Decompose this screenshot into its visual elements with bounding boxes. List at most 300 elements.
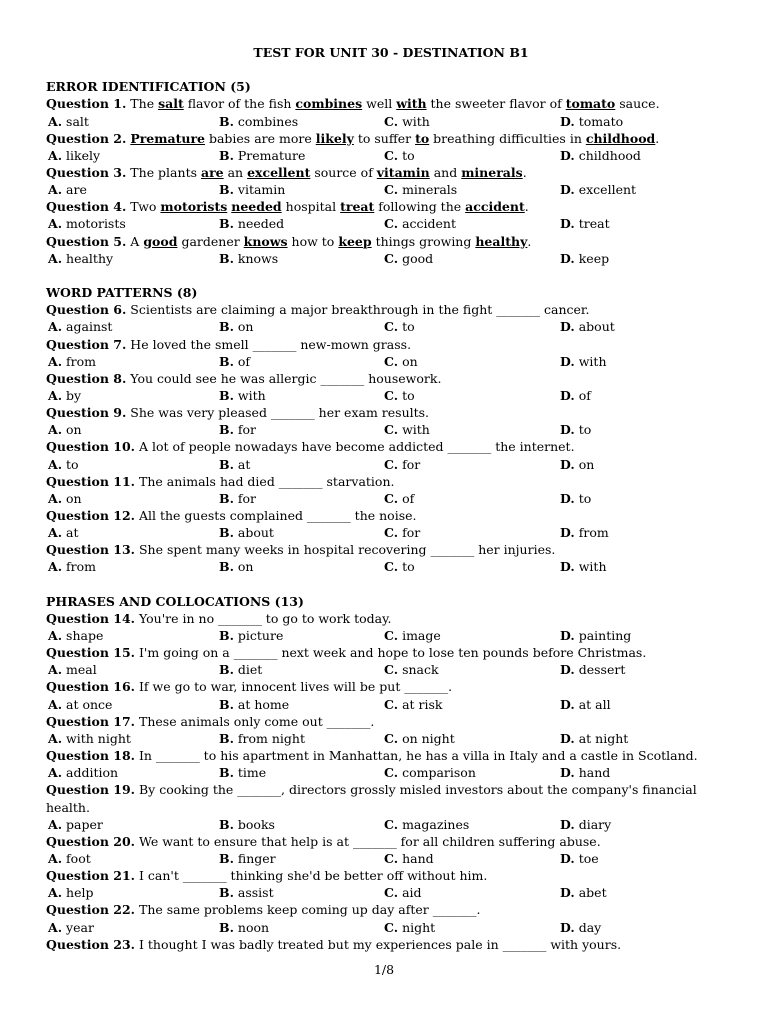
answer-option-a <box>48 113 89 130</box>
option-letter: B. <box>219 885 234 901</box>
answer-option-b <box>219 764 266 781</box>
option-letter: B. <box>219 850 234 866</box>
option-text: on night <box>398 730 455 746</box>
question-stem <box>46 781 736 815</box>
underlined-word: with <box>396 96 427 112</box>
answer-option-d <box>560 764 610 781</box>
answer-option-b <box>219 421 256 438</box>
option-text: minerals <box>398 182 458 198</box>
answer-options <box>46 387 736 404</box>
answer-options <box>46 250 736 267</box>
option-text: childhood <box>574 147 641 163</box>
answer-option-a <box>48 215 126 232</box>
option-text: at <box>62 525 79 541</box>
answer-option-b <box>219 113 298 130</box>
option-text: from <box>574 525 609 541</box>
answer-options <box>46 627 736 644</box>
answer-option-c <box>384 850 434 867</box>
question-stem <box>46 936 736 953</box>
answer-option-b <box>219 919 269 936</box>
option-letter: C. <box>384 628 399 644</box>
answer-option-d <box>560 181 636 198</box>
option-text: about <box>233 525 274 541</box>
question-text: These animals only come out _______. <box>135 713 375 729</box>
question-text: . <box>655 130 660 146</box>
answer-option-d <box>560 318 615 335</box>
option-text: keep <box>574 250 610 266</box>
option-letter: C. <box>384 113 399 129</box>
answer-options <box>46 558 736 575</box>
answer-option-a <box>48 558 96 575</box>
answer-option-a <box>48 816 103 833</box>
answer-option-c <box>384 215 456 232</box>
answer-option-c <box>384 147 415 164</box>
option-text: magazines <box>398 816 470 832</box>
option-letter: D. <box>560 559 575 575</box>
answer-option-b <box>219 696 289 713</box>
option-text: diet <box>233 662 263 678</box>
option-text: toe <box>574 850 599 866</box>
question-text: Two <box>126 199 161 215</box>
section-heading: WORD PATTERNS (8) <box>46 285 198 301</box>
question-number: Question 1. <box>46 96 127 112</box>
answer-option-c <box>384 421 430 438</box>
answer-options <box>46 661 736 678</box>
option-letter: B. <box>219 919 234 935</box>
answer-option-a <box>48 919 94 936</box>
answer-option-c <box>384 558 415 575</box>
section-spacer <box>46 61 736 78</box>
question-text: to suffer <box>353 130 416 146</box>
question-stem <box>46 507 736 524</box>
answer-option-b <box>219 850 276 867</box>
option-letter: D. <box>560 319 575 335</box>
option-letter: C. <box>384 850 399 866</box>
question-stem <box>46 473 736 490</box>
question-number: Question 10. <box>46 439 136 455</box>
option-text: at once <box>62 696 113 712</box>
answer-option-c <box>384 181 457 198</box>
option-letter: C. <box>384 319 399 335</box>
question-stem <box>46 867 736 884</box>
question-number: Question 22. <box>46 902 136 918</box>
option-text: to <box>398 319 415 335</box>
answer-option-b <box>219 215 284 232</box>
option-text: year <box>62 919 94 935</box>
answer-options <box>46 353 736 370</box>
underlined-word: childhood <box>585 130 656 146</box>
option-text: at <box>233 456 251 472</box>
option-letter: C. <box>384 490 399 506</box>
option-text: salt <box>62 113 89 129</box>
underlined-word: needed <box>231 199 282 215</box>
option-letter: D. <box>560 422 575 438</box>
sections-container <box>46 61 736 953</box>
question-number: Question 6. <box>46 302 127 318</box>
section-spacer <box>46 576 736 593</box>
option-letter: B. <box>219 250 234 266</box>
option-letter: C. <box>384 456 399 472</box>
option-letter: D. <box>560 490 575 506</box>
option-text: treat <box>574 216 610 232</box>
option-letter: C. <box>384 919 399 935</box>
question-text: The <box>126 96 159 112</box>
answer-option-d <box>560 147 641 164</box>
option-letter: A. <box>48 816 63 832</box>
answer-option-b <box>219 318 253 335</box>
option-letter: B. <box>219 147 234 163</box>
option-text: for <box>233 490 257 506</box>
answer-options <box>46 884 736 901</box>
option-text: with <box>574 559 607 575</box>
section-spacer <box>46 267 736 284</box>
option-letter: B. <box>219 696 234 712</box>
question-number: Question 3. <box>46 165 127 181</box>
option-letter: A. <box>48 216 63 232</box>
option-letter: B. <box>219 182 234 198</box>
option-text: from <box>62 353 97 369</box>
answer-option-a <box>48 730 131 747</box>
option-text: for <box>233 422 257 438</box>
answer-options <box>46 490 736 507</box>
question-stem <box>46 713 736 730</box>
option-text: image <box>398 628 441 644</box>
underlined-word: likely <box>315 130 354 146</box>
question-text: By cooking the _______, directors grossly misled investors about the company's financial health. <box>46 782 697 815</box>
option-text: on <box>62 490 82 506</box>
underlined-word: are <box>200 165 224 181</box>
option-text: snack <box>398 662 439 678</box>
option-text: time <box>233 765 267 781</box>
option-text: hand <box>574 765 611 781</box>
option-text: finger <box>233 850 276 866</box>
option-letter: C. <box>384 422 399 438</box>
question-text: A lot of people nowadays have become addicted _______ the internet. <box>135 439 575 455</box>
underlined-word: healthy <box>475 233 528 249</box>
answer-option-d <box>560 730 628 747</box>
answer-option-d <box>560 850 599 867</box>
option-letter: C. <box>384 559 399 575</box>
answer-option-c <box>384 113 430 130</box>
option-text: good <box>398 250 434 266</box>
option-text: painting <box>574 628 632 644</box>
underlined-word: treat <box>340 199 375 215</box>
question-text: gardener <box>177 233 244 249</box>
option-text: at risk <box>398 696 443 712</box>
option-letter: A. <box>48 490 63 506</box>
question-stem <box>46 198 736 215</box>
underlined-word: vitamin <box>376 165 430 181</box>
question-number: Question 4. <box>46 199 127 215</box>
question-text: following the <box>374 199 466 215</box>
answer-option-a <box>48 456 79 473</box>
question-text: The animals had died _______ starvation. <box>135 473 395 489</box>
question-stem <box>46 610 736 627</box>
underlined-word: Premature <box>130 130 205 146</box>
question-text: well <box>362 96 397 112</box>
option-letter: A. <box>48 387 63 403</box>
option-text: to <box>398 559 415 575</box>
answer-option-c <box>384 730 455 747</box>
option-text: on <box>62 422 82 438</box>
question-text: You're in no _______ to go to work today. <box>135 610 392 626</box>
question-text: I thought I was badly treated but my experiences pale in _______ with yours. <box>135 936 622 952</box>
option-text: with night <box>62 730 131 746</box>
answer-option-c <box>384 353 418 370</box>
question-text: . <box>524 199 529 215</box>
option-text: likely <box>62 147 101 163</box>
answer-options <box>46 816 736 833</box>
question-stem <box>46 130 736 147</box>
option-letter: A. <box>48 182 63 198</box>
question-text: The same problems keep coming up day after _______. <box>135 902 481 918</box>
answer-options <box>46 456 736 473</box>
option-text: foot <box>62 850 91 866</box>
answer-option-b <box>219 456 250 473</box>
option-text: from night <box>233 730 305 746</box>
option-letter: B. <box>219 662 234 678</box>
answer-option-d <box>560 558 607 575</box>
question-number: Question 8. <box>46 370 127 386</box>
option-letter: D. <box>560 250 575 266</box>
question-text: breathing difficulties in <box>429 130 586 146</box>
underlined-word: excellent <box>247 165 311 181</box>
answer-option-b <box>219 250 278 267</box>
option-text: with <box>398 422 430 438</box>
option-letter: C. <box>384 387 399 403</box>
question-text: sauce. <box>615 96 660 112</box>
answer-option-d <box>560 816 611 833</box>
question-number: Question 23. <box>46 936 136 952</box>
underlined-word: tomato <box>565 96 616 112</box>
option-text: books <box>233 816 275 832</box>
question-text: A <box>126 233 144 249</box>
option-text: at home <box>233 696 290 712</box>
answer-option-b <box>219 387 266 404</box>
answer-option-b <box>219 884 274 901</box>
option-text: with <box>233 387 266 403</box>
answer-option-c <box>384 816 469 833</box>
question-text: and <box>429 165 462 181</box>
option-text: on <box>398 353 418 369</box>
option-text: excellent <box>574 182 637 198</box>
section-heading: ERROR IDENTIFICATION (5) <box>46 79 251 95</box>
answer-options <box>46 524 736 541</box>
option-text: about <box>574 319 615 335</box>
option-text: comparison <box>398 765 476 781</box>
option-letter: B. <box>219 765 234 781</box>
answer-options <box>46 421 736 438</box>
underlined-word: combines <box>295 96 363 112</box>
question-number: Question 14. <box>46 610 136 626</box>
option-text: with <box>574 353 607 369</box>
answer-options <box>46 919 736 936</box>
option-letter: A. <box>48 559 63 575</box>
answer-options <box>46 147 736 164</box>
question-stem <box>46 370 736 387</box>
option-text: for <box>398 525 421 541</box>
answer-option-d <box>560 250 609 267</box>
option-letter: B. <box>219 525 234 541</box>
question-text: Scientists are claiming a major breakthrough in the fight _______ cancer. <box>126 302 590 318</box>
option-letter: C. <box>384 662 399 678</box>
answer-option-b <box>219 558 253 575</box>
option-letter: A. <box>48 250 63 266</box>
option-letter: B. <box>219 216 234 232</box>
answer-option-b <box>219 730 305 747</box>
question-text: She spent many weeks in hospital recovering _______ her injuries. <box>135 542 556 558</box>
option-letter: D. <box>560 216 575 232</box>
answer-option-b <box>219 353 250 370</box>
option-text: night <box>398 919 436 935</box>
answer-option-d <box>560 387 591 404</box>
answer-options <box>46 113 736 130</box>
option-letter: A. <box>48 353 63 369</box>
option-text: day <box>574 919 602 935</box>
option-letter: B. <box>219 730 234 746</box>
option-text: knows <box>233 250 279 266</box>
answer-option-a <box>48 318 112 335</box>
answer-option-a <box>48 884 93 901</box>
question-text: . <box>522 165 527 181</box>
option-letter: D. <box>560 456 575 472</box>
answer-options <box>46 215 736 232</box>
answer-option-b <box>219 816 275 833</box>
answer-option-c <box>384 919 435 936</box>
option-text: on <box>574 456 595 472</box>
option-text: at all <box>574 696 611 712</box>
answer-option-c <box>384 627 441 644</box>
answer-option-d <box>560 661 625 678</box>
test-document <box>46 44 736 953</box>
answer-options <box>46 181 736 198</box>
answer-option-d <box>560 696 611 713</box>
option-letter: A. <box>48 885 63 901</box>
option-letter: B. <box>219 319 234 335</box>
option-letter: B. <box>219 816 234 832</box>
answer-option-a <box>48 353 96 370</box>
option-text: from <box>62 559 97 575</box>
option-text: diary <box>574 816 612 832</box>
answer-option-d <box>560 919 601 936</box>
answer-option-a <box>48 421 82 438</box>
option-letter: A. <box>48 319 63 335</box>
option-letter: A. <box>48 850 63 866</box>
question-number: Question 2. <box>46 130 127 146</box>
option-letter: C. <box>384 250 399 266</box>
option-text: help <box>62 885 94 901</box>
question-stem <box>46 644 736 661</box>
answer-option-c <box>384 764 476 781</box>
question-stem <box>46 164 736 181</box>
answer-option-d <box>560 884 607 901</box>
answer-options <box>46 730 736 747</box>
option-letter: D. <box>560 816 575 832</box>
question-stem <box>46 233 736 250</box>
option-text: healthy <box>62 250 114 266</box>
option-text: dessert <box>574 662 626 678</box>
question-text: flavor of the fish <box>183 96 296 112</box>
option-text: accident <box>398 216 456 232</box>
option-letter: C. <box>384 696 399 712</box>
question-stem <box>46 833 736 850</box>
option-letter: B. <box>219 559 234 575</box>
option-letter: C. <box>384 182 399 198</box>
question-text: He loved the smell _______ new-mown grass. <box>126 336 412 352</box>
question-stem <box>46 95 736 112</box>
answer-option-a <box>48 387 81 404</box>
option-letter: A. <box>48 696 63 712</box>
option-letter: C. <box>384 730 399 746</box>
option-text: needed <box>233 216 285 232</box>
question-text: I can't _______ thinking she'd be better off without him. <box>135 868 488 884</box>
option-text: tomato <box>574 113 624 129</box>
answer-option-a <box>48 696 112 713</box>
option-text: are <box>62 182 87 198</box>
underlined-word: minerals <box>461 165 523 181</box>
option-letter: B. <box>219 113 234 129</box>
option-text: aid <box>398 885 422 901</box>
answer-option-b <box>219 147 305 164</box>
question-number: Question 17. <box>46 713 136 729</box>
question-number: Question 7. <box>46 336 127 352</box>
answer-option-b <box>219 181 285 198</box>
option-text: paper <box>62 816 103 832</box>
question-text: All the guests complained _______ the noise. <box>135 508 417 523</box>
option-letter: D. <box>560 182 575 198</box>
question-text: an <box>223 165 248 181</box>
option-letter: D. <box>560 850 575 866</box>
question-stem <box>46 301 736 318</box>
answer-option-a <box>48 764 118 781</box>
underlined-word: keep <box>338 233 372 249</box>
option-text: abet <box>574 885 607 901</box>
option-text: motorists <box>62 216 126 232</box>
option-text: vitamin <box>233 182 286 198</box>
question-stem <box>46 404 736 421</box>
option-letter: D. <box>560 885 575 901</box>
option-text: of <box>233 353 251 369</box>
answer-option-c <box>384 696 442 713</box>
question-text: how to <box>287 233 339 249</box>
answer-option-c <box>384 490 414 507</box>
answer-option-d <box>560 456 594 473</box>
option-letter: D. <box>560 730 575 746</box>
underlined-word: accident <box>465 199 525 215</box>
answer-option-d <box>560 215 610 232</box>
option-text: at night <box>574 730 629 746</box>
answer-option-a <box>48 250 113 267</box>
option-text: against <box>62 319 113 335</box>
question-text: The plants <box>126 165 201 181</box>
question-text: babies are more <box>204 130 316 146</box>
question-number: Question 11. <box>46 473 136 489</box>
question-text: If we go to war, innocent lives will be put _______. <box>135 679 453 695</box>
answer-option-a <box>48 147 100 164</box>
option-text: combines <box>233 113 299 129</box>
option-letter: D. <box>560 919 575 935</box>
answer-option-d <box>560 113 623 130</box>
question-number: Question 12. <box>46 508 136 523</box>
option-text: hand <box>398 850 434 866</box>
option-letter: B. <box>219 628 234 644</box>
question-stem <box>46 336 736 353</box>
question-text: In _______ to his apartment in Manhattan, he has a villa in Italy and a castle in Scotland. <box>135 748 698 764</box>
question-number: Question 15. <box>46 645 136 661</box>
answer-option-a <box>48 661 97 678</box>
answer-options <box>46 696 736 713</box>
option-text: to <box>62 456 79 472</box>
